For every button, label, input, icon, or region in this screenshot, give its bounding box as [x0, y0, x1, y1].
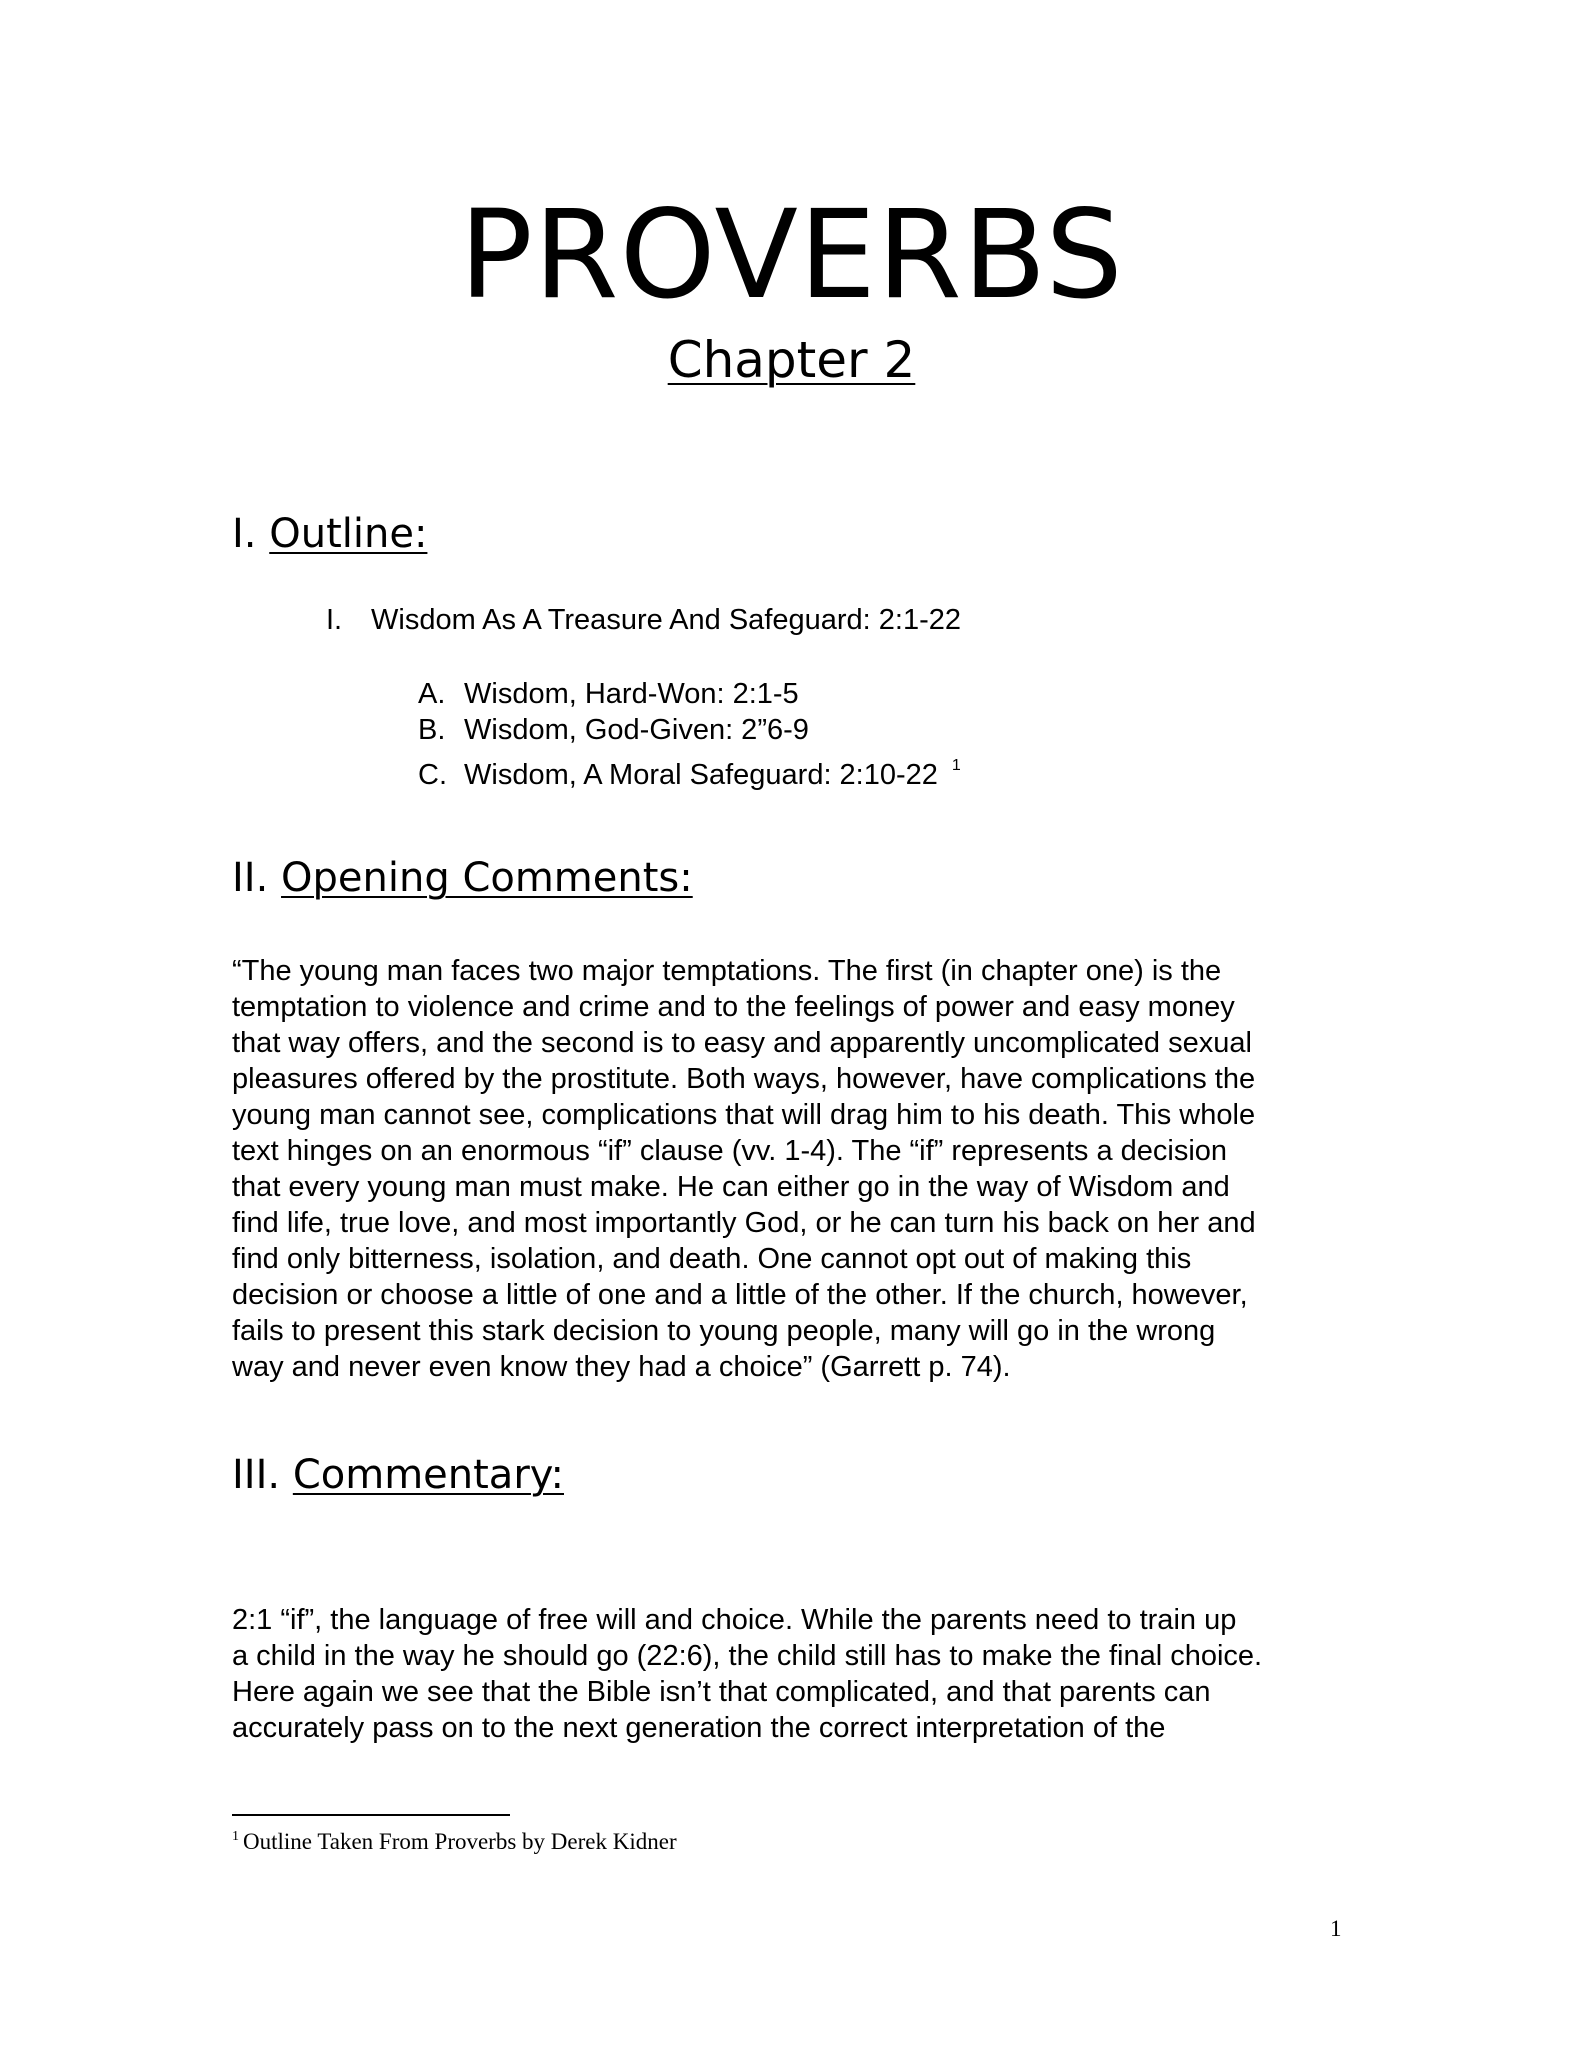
section-label: Commentary:: [292, 1452, 564, 1498]
section-label: Outline:: [269, 511, 428, 557]
paragraph-line: fails to present this stark decision to young people, many will go in the wrong: [232, 1315, 1216, 1347]
outline-sub-list: [418, 676, 961, 793]
page-number: 1: [1330, 1916, 1342, 1941]
outline-main-numeral: I.: [326, 604, 343, 636]
paragraph-line: pleasures offered by the prostitute. Both ways, however, have complications the: [232, 1063, 1256, 1095]
outline-sub-item: [418, 712, 961, 748]
paragraph-line: text hinges on an enormous “if” clause (vv. 1-4). The “if” represents a decision: [232, 1135, 1228, 1167]
section-label: Opening Comments:: [281, 855, 693, 901]
outline-sub-item: [418, 676, 961, 712]
opening-comments-paragraph: [232, 953, 1372, 1385]
paragraph-line: that every young man must make. He can either go in the way of Wisdom and: [232, 1171, 1230, 1203]
footnote-reference[interactable]: 1: [951, 757, 961, 774]
outline-main-text: Wisdom As A Treasure And Safeguard: 2:1-22: [371, 604, 962, 636]
paragraph-line: accurately pass on to the next generation the correct interpretation of the: [232, 1712, 1166, 1744]
outline-sub-item: [418, 748, 961, 793]
outline-sub-text: Wisdom, Hard-Won: 2:1-5: [464, 678, 799, 710]
section-numeral: II.: [232, 855, 269, 901]
outline-sub-text: Wisdom, A Moral Safeguard: 2:10-22: [464, 759, 938, 791]
paragraph-line: “The young man faces two major temptations. The first (in chapter one) is the: [232, 955, 1222, 987]
section-numeral: I.: [232, 511, 257, 557]
paragraph-line: decision or choose a little of one and a little of the other. If the church, however,: [232, 1279, 1248, 1311]
document-title: PROVERBS: [459, 184, 1124, 326]
paragraph-line: 2:1 “if”, the language of free will and choice. While the parents need to train up: [232, 1604, 1237, 1636]
footnote: [232, 1822, 677, 1857]
commentary-paragraph: [232, 1602, 1372, 1746]
paragraph-line: way and never even know they had a choice” (Garrett p. 74).: [232, 1351, 1011, 1383]
outline-sub-letter: B.: [418, 714, 446, 746]
outline-sub-letter: C.: [418, 759, 447, 791]
paragraph-line: a child in the way he should go (22:6), the child still has to make the final choice.: [232, 1640, 1263, 1672]
footnote-marker: 1: [232, 1829, 239, 1844]
section-heading-opening-comments: [232, 854, 693, 902]
section-heading-commentary: [232, 1451, 564, 1499]
paragraph-line: find only bitterness, isolation, and death. One cannot opt out of making this: [232, 1243, 1192, 1275]
paragraph-line: temptation to violence and crime and to the feelings of power and easy money: [232, 991, 1235, 1023]
footnote-separator: [232, 1814, 510, 1816]
paragraph-line: Here again we see that the Bible isn’t that complicated, and that parents can: [232, 1676, 1211, 1708]
section-heading-outline: [232, 510, 427, 558]
document-subtitle: [0, 330, 1583, 390]
outline-sub-letter: A.: [418, 678, 446, 710]
paragraph-line: young man cannot see, complications that will drag him to his death. This whole: [232, 1099, 1256, 1131]
outline-main-item: [326, 602, 961, 638]
footnote-text: Outline Taken From Proverbs by Derek Kidner: [243, 1829, 677, 1854]
section-numeral: III.: [232, 1452, 281, 1498]
chapter-label: Chapter 2: [667, 331, 916, 389]
paragraph-line: that way offers, and the second is to easy and apparently uncomplicated sexual: [232, 1027, 1252, 1059]
outline-sub-text: Wisdom, God-Given: 2”6-9: [464, 714, 809, 746]
paragraph-line: find life, true love, and most importantly God, or he can turn his back on her and: [232, 1207, 1256, 1239]
